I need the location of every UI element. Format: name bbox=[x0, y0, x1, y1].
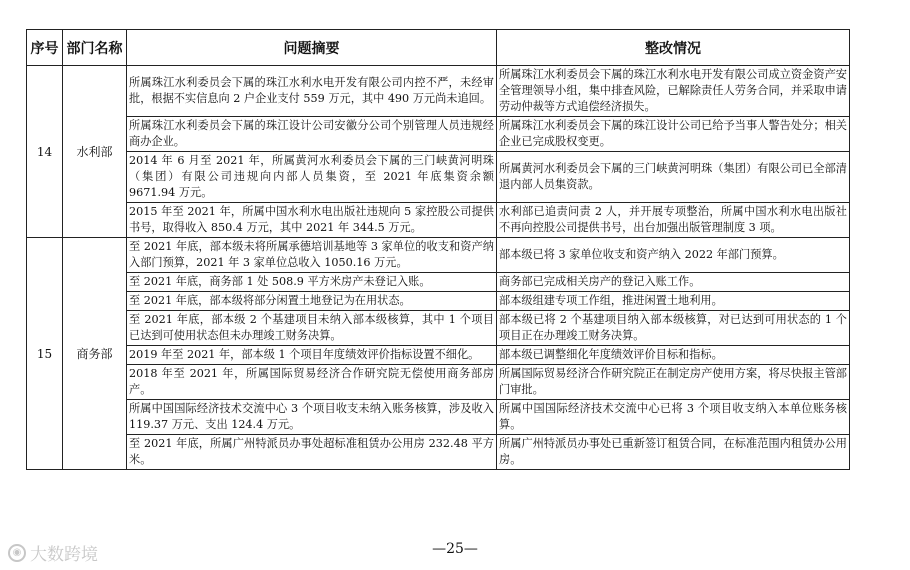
issue-cell: 至 2021 年底，部本级将部分闲置土地登记为在用状态。 bbox=[127, 292, 497, 311]
page-number: —25— bbox=[432, 541, 478, 557]
issue-cell: 2018 年至 2021 年，所属国际贸易经济合作研究院无偿使用商务部房产。 bbox=[127, 365, 497, 400]
table-row bbox=[27, 238, 850, 273]
fix-cell: 部本级已将 3 家单位收支和资产纳入 2022 年部门预算。 bbox=[497, 238, 850, 273]
fix-cell: 所属珠江水利委员会下属的珠江设计公司已给予当事人警告处分；相关企业已完成股权变更。 bbox=[497, 117, 850, 152]
header-fix: 整改情况 bbox=[497, 30, 850, 66]
table-row bbox=[27, 311, 850, 346]
fix-cell: 部本级已将 2 个基建项目纳入部本级核算，对已达到可用状态的 1 个项目正在办理竣工财务决算。 bbox=[497, 311, 850, 346]
issue-cell: 2015 年至 2021 年，所属中国水利水电出版社违规向 5 家控股公司提供书号，取得收入 850.4 万元，其中 2021 年 344.5 万元。 bbox=[127, 203, 497, 238]
seq-cell: 14 bbox=[27, 66, 63, 238]
fix-cell: 所属中国国际经济技术交流中心已将 3 个项目收支纳入本单位账务核算。 bbox=[497, 400, 850, 435]
table-row bbox=[27, 400, 850, 435]
table-row bbox=[27, 435, 850, 470]
fix-cell: 部本级已调整细化年度绩效评价目标和指标。 bbox=[497, 346, 850, 365]
table-row bbox=[27, 365, 850, 400]
table-row bbox=[27, 203, 850, 238]
issue-cell: 2019 年至 2021 年，部本级 1 个项目年度绩效评价指标设置不细化。 bbox=[127, 346, 497, 365]
issue-cell: 至 2021 年底，部本级 2 个基建项目未纳入部本级核算，其中 1 个项目已达到可使用状态但未办理竣工财务决算。 bbox=[127, 311, 497, 346]
table-row bbox=[27, 66, 850, 117]
table-row bbox=[27, 117, 850, 152]
header-dept: 部门名称 bbox=[63, 30, 127, 66]
fix-cell: 所属珠江水利委员会下属的珠江水利水电开发有限公司成立资金资产安全管理领导小组，集中排查风险，已解除责任人劳务合同，并采取申请劳动仲裁等方式追偿经济损失。 bbox=[497, 66, 850, 117]
issue-cell: 至 2021 年底，所属广州特派员办事处超标准租赁办公用房 232.48 平方米。 bbox=[127, 435, 497, 470]
fix-cell: 部本级组建专项工作组，推进闲置土地利用。 bbox=[497, 292, 850, 311]
header-row bbox=[27, 30, 850, 66]
fix-cell: 所属国际贸易经济合作研究院正在制定房产使用方案，将尽快报主管部门审批。 bbox=[497, 365, 850, 400]
table-row bbox=[27, 292, 850, 311]
issue-cell: 2014 年 6 月至 2021 年，所属黄河水利委员会下属的三门峡黄河明珠（集团）有限公司违规向内部人员集资，至 2021 年底集资余额 9671.94 万元。 bbox=[127, 152, 497, 203]
fix-cell: 商务部已完成相关房产的登记入账工作。 bbox=[497, 273, 850, 292]
dept-cell: 商务部 bbox=[63, 238, 127, 470]
fix-cell: 水利部已追责问责 2 人，并开展专项整治，所属中国水利水电出版社不再向控股公司提供书号，出台加强出版管理制度 3 项。 bbox=[497, 203, 850, 238]
seq-cell: 15 bbox=[27, 238, 63, 470]
fix-cell: 所属黄河水利委员会下属的三门峡黄河明珠（集团）有限公司已全部清退内部人员集资款。 bbox=[497, 152, 850, 203]
issue-cell: 所属珠江水利委员会下属的珠江水利水电开发有限公司内控不严，未经审批，根据不实信息向 2 户企业支付 559 万元，其中 490 万元尚未追回。 bbox=[127, 66, 497, 117]
header-issue: 问题摘要 bbox=[127, 30, 497, 66]
header-seq: 序号 bbox=[27, 30, 63, 66]
audit-table bbox=[26, 29, 850, 470]
table-row bbox=[27, 273, 850, 292]
table-row bbox=[27, 346, 850, 365]
issue-cell: 至 2021 年底，部本级未将所属承德培训基地等 3 家单位的收支和资产纳入部门预算，2021 年 3 家单位总收入 1050.16 万元。 bbox=[127, 238, 497, 273]
issue-cell: 所属中国国际经济技术交流中心 3 个项目收支未纳入账务核算，涉及收入 119.37 万元、支出 124.4 万元。 bbox=[127, 400, 497, 435]
watermark-logo-icon: ◉ bbox=[8, 544, 26, 562]
watermark-text: 大数跨境 bbox=[30, 545, 98, 565]
dept-cell: 水利部 bbox=[63, 66, 127, 238]
issue-cell: 至 2021 年底，商务部 1 处 508.9 平方米房产未登记入账。 bbox=[127, 273, 497, 292]
issue-cell: 所属珠江水利委员会下属的珠江设计公司安徽分公司个别管理人员违规经商办企业。 bbox=[127, 117, 497, 152]
fix-cell: 所属广州特派员办事处已重新签订租赁合同，在标准范围内租赁办公用房。 bbox=[497, 435, 850, 470]
table-row bbox=[27, 152, 850, 203]
